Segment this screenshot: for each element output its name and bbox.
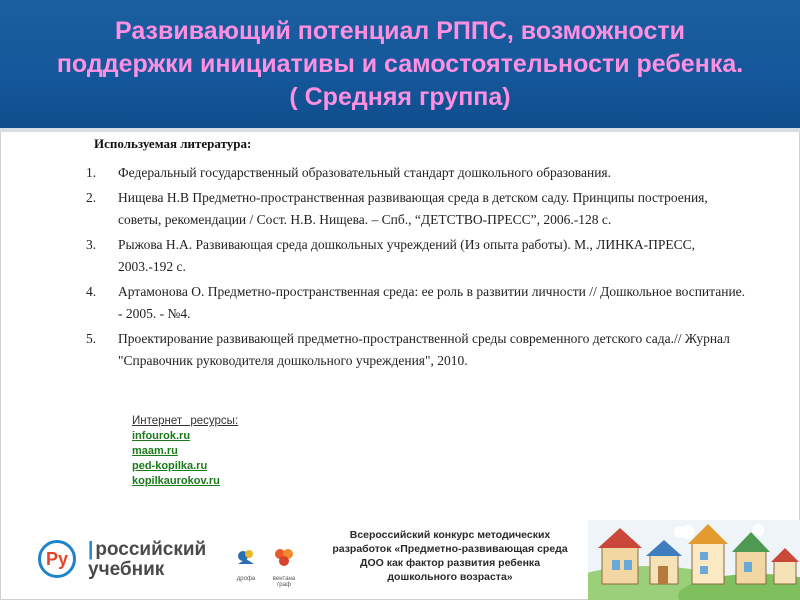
contest-line-4: дошкольного возраста» <box>387 571 513 583</box>
title-line-2: поддержки инициативы и самостоятельности ребенка. <box>56 49 744 78</box>
logo-divider: | <box>88 539 94 560</box>
literature-heading: Используемая литература: <box>94 136 252 151</box>
list-item-text: Федеральный государственный образовательный стандарт дошкольного образования. <box>118 165 612 180</box>
list-item-text: Проектирование развивающей предметно-пространственной среды современного детского сада.// Журнал "Справочник руководителя дошкольного учреждения", 2010. <box>118 330 730 368</box>
literature-list <box>86 162 746 375</box>
drofa-label: дрофа <box>236 576 256 582</box>
list-item <box>86 328 746 373</box>
title-line-1: Развивающий потенциал РППС, возможности <box>115 16 685 45</box>
logo-text-line-2: учебник <box>88 559 165 580</box>
ventana-flower-icon <box>270 546 298 576</box>
list-item <box>86 162 746 185</box>
link-maam[interactable]: maam.ru <box>132 445 178 457</box>
contest-line-3: ДОО как фактор развития ребенка <box>359 557 541 569</box>
list-item-text: Артамонова О. Предметно-пространственная среда: ее роль в развитии личности // Дошкольное воспитание. - 2005. - №4. <box>118 283 746 321</box>
resources-heading: Интернет ресурсы: <box>132 415 239 427</box>
title-banner <box>0 0 800 132</box>
drofa-bird-svg <box>234 546 258 570</box>
link-ped-kopilka[interactable]: ped-kopilka.ru <box>132 460 208 472</box>
rosuchebnik-logo-icon <box>38 540 76 578</box>
kindergarten-illustration <box>588 520 800 600</box>
list-item <box>86 187 746 232</box>
logo-text-line-1: российский <box>95 539 207 560</box>
ventana-graf-logo <box>270 546 298 588</box>
contest-title <box>330 528 570 584</box>
link-infourok[interactable]: infourok.ru <box>132 430 191 442</box>
list-item-number: 2. <box>86 189 97 205</box>
ventana-label: вентана граф <box>272 576 296 588</box>
kindergarten-picture <box>588 520 800 600</box>
title-line-3: ( Средняя группа) <box>289 82 511 111</box>
ventana-flower-svg <box>272 546 296 570</box>
list-item <box>86 281 746 326</box>
footer-banner <box>0 520 800 600</box>
link-kopilkaurokov[interactable]: kopilkaurokov.ru <box>132 475 220 487</box>
rosuchebnik-logo-text <box>88 540 228 580</box>
internet-resources <box>132 415 238 489</box>
contest-line-2: разработок «Предметно-развивающая среда <box>332 543 568 555</box>
list-item-text: Нищева Н.В Предметно-пространственная развивающая среда в детском саду. Принципы построения, советы, рекомендации / Сост. Н.В. Нищева. – Спб., “ДЕТСТВО-ПРЕСС”, 2006.-128 с. <box>118 189 708 227</box>
list-item-number: 5. <box>86 330 97 346</box>
logo-letter: Ру <box>45 548 69 569</box>
drofa-bird-icon <box>232 546 260 576</box>
contest-line-1: Всероссийский конкурс методических <box>349 529 551 541</box>
list-item-number: 1. <box>86 165 97 180</box>
list-item-number: 3. <box>86 236 97 252</box>
list-item <box>86 234 746 279</box>
list-item-number: 4. <box>86 283 97 299</box>
list-item-text: Рыжова Н.А. Развивающая среда дошкольных учреждений (Из опыта работы). М., ЛИНКА-ПРЕСС, 2003.-192 с. <box>118 236 696 274</box>
drofa-logo <box>232 546 260 582</box>
